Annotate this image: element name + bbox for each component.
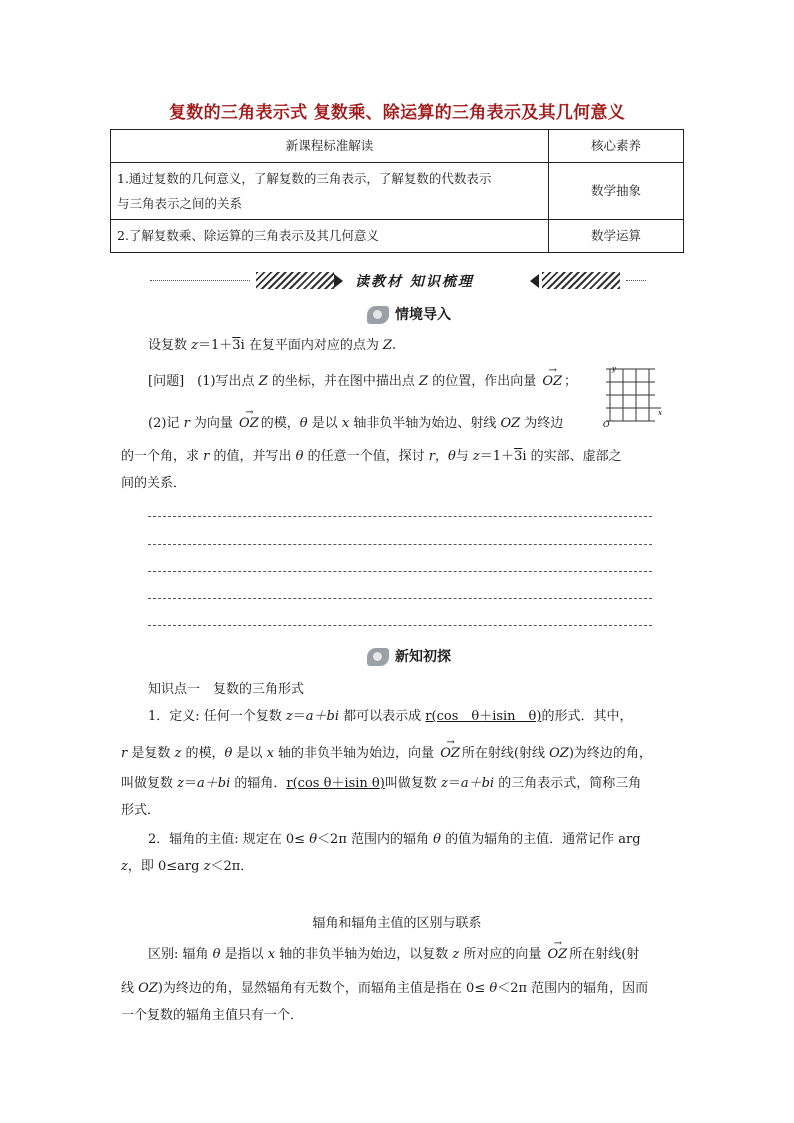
band-arrow-right <box>530 274 539 288</box>
band-label: 读教材 知识梳理 <box>355 274 474 290</box>
vector-oz: → OZ <box>540 372 564 392</box>
principal-arg-line: z，即 0≤arg z＜2π． <box>121 859 254 874</box>
book-icon <box>367 648 389 666</box>
band-dotted-rule <box>626 280 646 281</box>
table-row <box>111 220 684 253</box>
band-arrow-left <box>334 274 343 288</box>
answer-line <box>148 544 652 545</box>
standard-line: 与三角表示之间的关系 <box>117 196 243 211</box>
table-row <box>111 163 684 220</box>
page-title: 复数的三角表示式 复数乘、除运算的三角表示及其几何意义 <box>168 103 626 123</box>
coordinate-grid <box>603 365 665 427</box>
answer-line <box>148 516 652 517</box>
lamp-icon <box>367 306 389 324</box>
answer-line <box>148 625 652 626</box>
note-title: 辐角和辐角主值的区别与联系 <box>312 916 482 931</box>
band-dotted-rule <box>150 280 250 281</box>
origin-label: O <box>603 420 610 427</box>
definition-line: 1．定义: 任何一个复数 z＝a＋bi 都可以表示成 r(cos θ＋isin θ)的形式．其中， <box>148 709 633 724</box>
table-header-standard: 新课程标准解读 <box>111 130 549 163</box>
vector-oz: → OZ <box>237 414 261 434</box>
question-1: [问题] (1)写出点 Z 的坐标，并在图中描出点 Z 的位置，作出向量 → OZ ； <box>148 372 577 392</box>
definition-line: r 是复数 z 的模，θ 是以 x 轴的非负半轴为始边，向量 → OZ 所在射线(射线 OZ)为终边的角， <box>121 744 652 764</box>
note-line: 线 OZ)为终边的角，显然辐角有无数个，而辐角主值是指在 0≤ θ＜2π 范围内的辐角，因而 <box>121 981 649 996</box>
note-line: 区别: 辐角 θ 是指以 x 轴的非负半轴为始边，以复数 z 所对应的向量 → OZ 所在射线(射 <box>148 945 639 965</box>
knowledge-point-title: 知识点一 复数的三角形式 <box>148 682 305 697</box>
question-2-end: 间的关系． <box>121 476 187 491</box>
section-heading-new-knowledge <box>367 646 451 666</box>
heading-text: 新知初探 <box>395 649 451 665</box>
trig-form: r(cos θ＋isin θ) <box>425 709 542 724</box>
band-hatch-right <box>542 272 620 289</box>
table-cell-literacy: 数学运算 <box>549 220 684 253</box>
standard-line: 1.通过复数的几何意义，了解复数的三角表示，了解复数的代数表示 <box>117 171 492 186</box>
answer-line <box>148 571 652 572</box>
heading-text: 情境导入 <box>395 307 451 323</box>
trig-form: r(cos θ＋isin θ) <box>286 776 385 791</box>
table-header-literacy: 核心素养 <box>549 130 684 163</box>
intro-line: 设复数 z＝1＋3i 在复平面内对应的点为 Z. <box>148 338 397 353</box>
curriculum-table <box>110 129 684 253</box>
question-2-cont: 的一个角，求 r 的值，并写出 θ 的任意一个值，探讨 r，θ与 z＝1＋3i 的实部、虚部之 <box>121 449 622 464</box>
note-line-end: 一个复数的辐角主值只有一个． <box>121 1008 304 1023</box>
table-header-row <box>111 130 684 163</box>
axis-label-x: x <box>658 409 662 417</box>
definition-line-end: 形式． <box>121 803 161 818</box>
axis-label-y: y <box>612 365 616 373</box>
table-cell-standard <box>111 163 549 220</box>
band-hatch-left <box>256 272 334 289</box>
question-2: (2)记 r 为向量 → OZ 的模，θ 是以 x 轴非负半轴为始边、射线 OZ 为终边 <box>148 414 563 434</box>
section-heading-intro <box>367 304 451 324</box>
table-cell-literacy: 数学抽象 <box>549 163 684 220</box>
vector-oz: → OZ <box>438 744 462 764</box>
vector-oz: → OZ <box>545 945 569 965</box>
answer-line <box>148 598 652 599</box>
sqrt-radicand: 3 <box>232 338 241 353</box>
section-band <box>150 268 646 294</box>
principal-arg-line: 2．辐角的主值: 规定在 0≤ θ＜2π 范围内的辐角 θ 的值为辐角的主值．通常记作 arg <box>148 832 641 847</box>
table-cell-standard: 2.了解复数乘、除运算的三角表示及其几何意义 <box>111 220 549 253</box>
definition-line: 叫做复数 z＝a＋bi 的辐角．r(cos θ＋isin θ)叫做复数 z＝a＋bi 的三角表示式，简称三角 <box>121 776 642 791</box>
